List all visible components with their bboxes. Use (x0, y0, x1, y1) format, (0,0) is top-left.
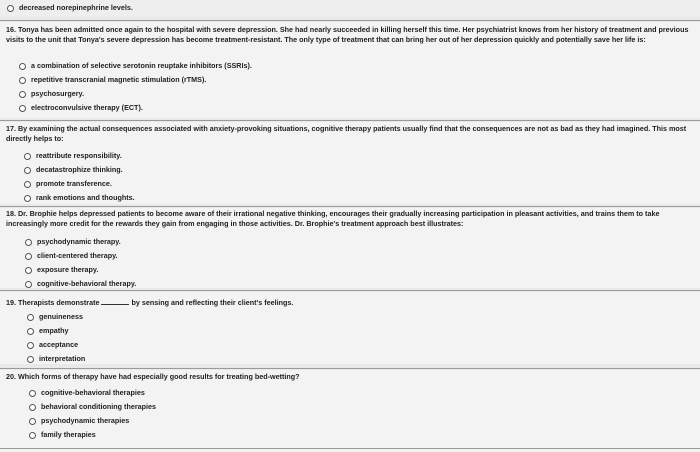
q18-option-b-label: client-centered therapy. (37, 251, 118, 260)
q19-option-b-label: empathy (39, 326, 69, 335)
q18-option-b-radio[interactable] (25, 253, 32, 260)
q19-option-d-label: interpretation (39, 354, 86, 363)
divider (0, 290, 700, 291)
q16-option-c-radio[interactable] (19, 91, 26, 98)
question-18 (0, 208, 700, 288)
q17-stem: 17. By examining the actual consequences associated with anxiety-provoking situations, cognitive therapy patients usually find that the consequences are not as bad as they had imagined. This most directly helps to: (6, 124, 687, 143)
question-17 (0, 122, 700, 204)
q18-option-a-label: psychodynamic therapy. (37, 237, 121, 246)
q16-option-b-radio[interactable] (19, 77, 26, 84)
divider (0, 20, 700, 21)
q17-option-c-radio[interactable] (24, 181, 31, 188)
q19-stem (6, 298, 696, 308)
divider (0, 368, 700, 369)
q20-option-a-radio[interactable] (29, 390, 36, 397)
q19-option-d-radio[interactable] (27, 356, 34, 363)
question-16 (0, 22, 700, 118)
q19-option-a-label: genuineness (39, 312, 83, 321)
q20-option-c-radio[interactable] (29, 418, 36, 425)
q16-option-a-label: a combination of selective serotonin reuptake inhibitors (SSRIs). (31, 61, 252, 70)
q19-option-c-label: acceptance (39, 340, 79, 349)
q18-option-a-radio[interactable] (25, 239, 32, 246)
q20-option-d-label: family therapies (41, 430, 96, 439)
q18-option-d-radio[interactable] (25, 281, 32, 288)
q18-option-d-label: cognitive-behavioral therapy. (37, 279, 137, 288)
q18-option-c-radio[interactable] (25, 267, 32, 274)
q17-option-c-label: promote transference. (36, 179, 112, 188)
q19-option-a-radio[interactable] (27, 314, 34, 321)
q19-option-b-radio[interactable] (27, 328, 34, 335)
divider (0, 448, 700, 449)
question-19 (0, 292, 700, 364)
q19-stem-after: by sensing and reflecting their client's feelings. (131, 298, 294, 307)
q17-option-b-radio[interactable] (24, 167, 31, 174)
q17-option-a-label: reattribute responsibility. (36, 151, 122, 160)
q20-option-c-label: psychodynamic therapies (41, 416, 130, 425)
q16-option-d-radio[interactable] (19, 105, 26, 112)
q17-option-d-radio[interactable] (24, 195, 31, 202)
question-15-tail (0, 0, 700, 17)
q18-stem: 18. Dr. Brophie helps depressed patients to become aware of their irrational negative thinking, encourages their gradually increasing participation in pleasant activities, and trains them to take increasingly more credit for the rewards they gain from engaging in those activities. Dr. Brophie's treatment approach best illustrates: (6, 209, 660, 228)
q16-option-b-label: repetitive transcranial magnetic stimulation (rTMS). (31, 75, 207, 84)
q19-blank (101, 304, 129, 305)
q18-option-c-label: exposure therapy. (37, 265, 99, 274)
divider (0, 120, 700, 121)
q20-option-d-radio[interactable] (29, 432, 36, 439)
q16-stem: 16. Tonya has been admitted once again to the hospital with severe depression. She had nearly succeeded in killing herself this time. Her psychiatrist knows from her history of treatment and previous visits to the unit that Tonya's severe depression has become treatment-resistant. The only type of treatment that can bring her out of her depression quickly and potentially save her life is: (6, 25, 689, 44)
q16-option-d-label: electroconvulsive therapy (ECT). (31, 103, 143, 112)
q16-option-a-radio[interactable] (19, 63, 26, 70)
divider (0, 206, 700, 207)
q19-option-c-radio[interactable] (27, 342, 34, 349)
q20-option-b-radio[interactable] (29, 404, 36, 411)
q17-option-b-label: decatastrophize thinking. (36, 165, 123, 174)
q20-option-a-label: cognitive-behavioral therapies (41, 388, 145, 397)
question-20 (0, 370, 700, 452)
q15-option-d-radio[interactable] (7, 5, 14, 12)
q17-option-a-radio[interactable] (24, 153, 31, 160)
q20-stem: 20. Which forms of therapy have had especially good results for treating bed-wetting? (6, 372, 300, 381)
q15-option-d-label: decreased norepinephrine levels. (19, 3, 133, 12)
q16-option-c-label: psychosurgery. (31, 89, 84, 98)
q20-option-b-label: behavioral conditioning therapies (41, 402, 157, 411)
q19-stem-before: 19. Therapists demonstrate (6, 298, 100, 307)
q17-option-d-label: rank emotions and thoughts. (36, 193, 135, 202)
